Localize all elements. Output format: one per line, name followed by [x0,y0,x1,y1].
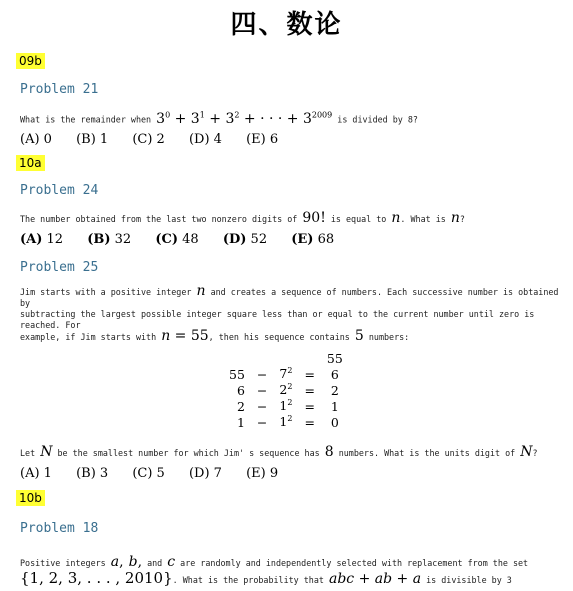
problem-24-text: is equal to [330,214,387,224]
problem-18-title: Problem 18 [20,521,99,536]
problem-24-answers [20,232,354,247]
problem-21-statement [20,110,418,127]
table-row: 6 − $2^2$ = 2 [236,382,339,398]
problem-24-text: . What is [400,214,446,224]
problem-21-expression: $3^0 + 3^1 + 3^2$ + · · · + $3^{2009}$ [156,110,333,127]
problem-18-line-2: {1, 2, 3, . . . , 2010}. What is the probability that abc + ab + a is divisible by 3 [20,569,512,587]
answer-choice: (B) 32 [87,232,132,247]
section-tag-10b: 10b [16,490,45,506]
answer-choice: (D) 7 [188,466,222,481]
answer-choice: (D) 52 [222,232,268,247]
answer-choice: (C) 5 [132,466,165,481]
answer-choice: (A) 1 [20,466,52,481]
problem-25-title: Problem 25 [20,260,99,275]
problem-24-text: The number obtained from the last two nonzero digits of [20,214,298,224]
problem-21-text-pre: What is the remainder when [20,114,152,125]
answer-choice: (D) 4 [188,132,222,147]
problem-24-text: ? [459,214,465,224]
answer-choice: (E) 68 [291,232,335,247]
answer-choice: (E) 6 [246,132,279,147]
problem-25-line-1: Jim starts with a positive integer n and creates a sequence of numbers. Each successive number is obtained by [20,283,559,308]
table-row: 2 − $1^2$ = 1 [236,398,339,414]
answer-choice: (C) 2 [132,132,165,147]
answer-choice: (B) 1 [76,132,109,147]
problem-25-statement [20,283,565,344]
answer-choice: (C) 48 [155,232,199,247]
answer-choice: (A) 12 [20,232,64,247]
answer-choice: (E) 9 [246,466,279,481]
problem-25-question: Let N be the smallest number for which Jim' s sequence has 8 numbers. What is the units digit of N? [20,444,538,460]
page-title: 四、数论 [230,10,343,40]
table-row [223,350,349,366]
table-row: 1 − $1^2$ = 0 [236,414,339,430]
answer-choice: (B) 3 [76,466,109,481]
section-tag-10a: 10a [16,155,45,171]
math-var-n: n [450,210,460,226]
problem-25-line-2: subtracting the largest possible integer square less than or equal to the current number until zero is reached. For [20,309,535,330]
sequence-table [223,350,349,430]
problem-25-answers [20,466,298,481]
math-var-n: n [391,210,401,226]
math-set: {1, 2, 3, . . . , 2010} [20,569,173,587]
problem-25-line-3: example, if Jim starts with n = 55, then his sequence contains 5 numbers: [20,328,410,344]
sequence-start: 55 [326,350,343,366]
problem-21-answers [20,132,298,147]
table-row: 55 − $7^2$ = 6 [229,366,339,382]
problem-24-statement [20,210,465,226]
problem-18-line-1: Positive integers a, b, and c are randomly and independently selected with replacement from the set [20,554,529,570]
problem-21-title: Problem 21 [20,82,99,97]
section-tag-09b: 09b [16,53,45,69]
problem-24-title: Problem 24 [20,183,99,198]
problem-21-text-post: is divided by 8? [337,114,418,125]
answer-choice: (A) 0 [20,132,52,147]
math-90-factorial: 90! [302,210,326,226]
